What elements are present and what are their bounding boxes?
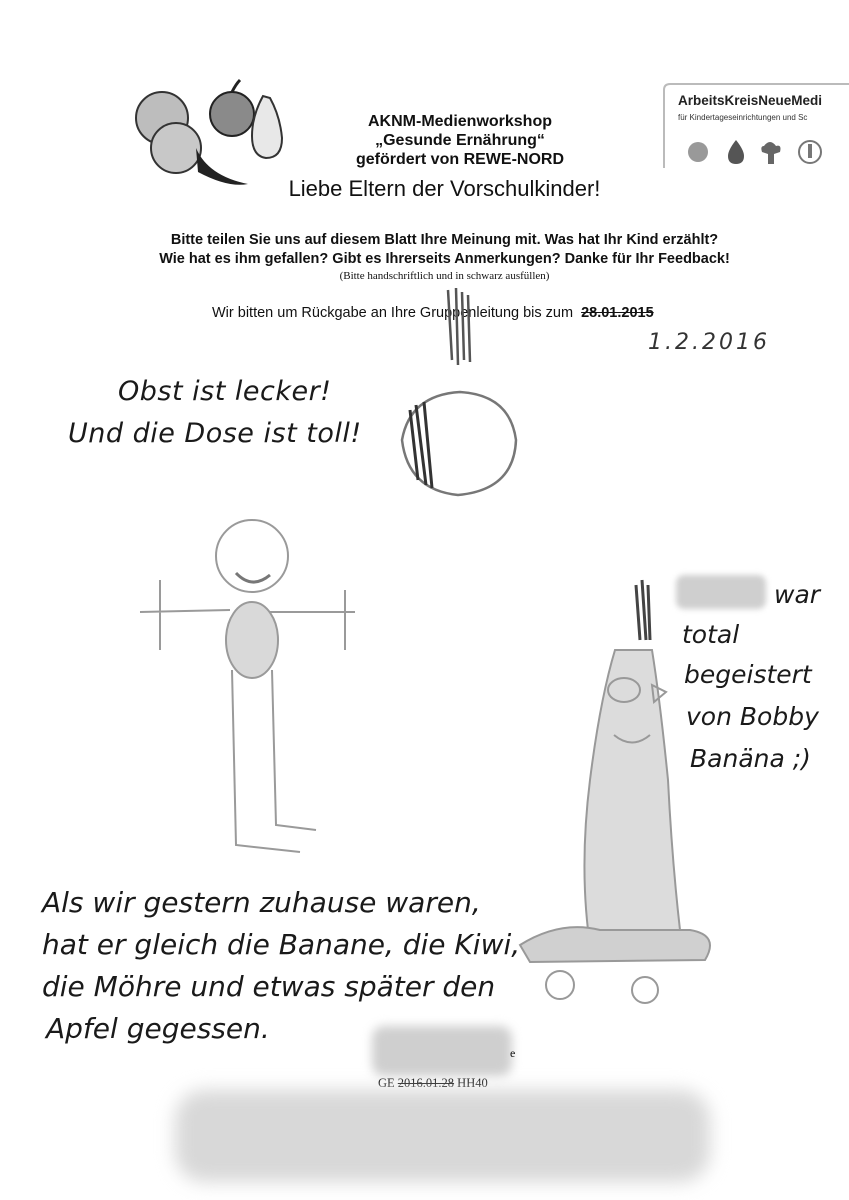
fruit-drawing (402, 288, 516, 495)
note-top-line-2: Und die Dose ist toll! (68, 418, 362, 449)
redacted-stamp-text (372, 1026, 512, 1076)
workshop-title: AKNM-Medienworkshop (368, 113, 552, 130)
stamp-suffix: HH40 (457, 1076, 488, 1090)
return-request-text: Wir bitten um Rückgabe an Ihre Gruppenleitung bis zum (212, 305, 574, 321)
note-bottom-line-3: die Möhre und etwas später den (42, 970, 496, 1003)
instruction-line-1: Bitte teilen Sie uns auf diesem Blatt Ihre Meinung mit. Was hat Ihr Kind erzählt? (170, 232, 719, 248)
instruction-line-3: (Bitte handschriftlich und in schwarz ausfüllen) (339, 270, 550, 282)
redacted-footer (175, 1090, 710, 1182)
handwritten-date: 1.2.2016 (648, 330, 770, 355)
greeting: Liebe Eltern der Vorschulkinder! (288, 176, 601, 201)
stamp-crossed-date: 2016.01.28 (397, 1076, 455, 1090)
note-right-line-1: war (774, 580, 821, 609)
note-bottom-line-1: Als wir gestern zuhause waren, (42, 886, 481, 919)
note-bottom-line-4: Apfel gegessen. (46, 1012, 270, 1045)
stamp-trailing-char: e (510, 1046, 516, 1060)
crossed-date: 28.01.2015 (581, 305, 654, 321)
sponsor-line: gefördert von REWE-NORD (356, 151, 564, 168)
aknm-logo-title: ArbeitsKreisNeueMedi (678, 93, 823, 108)
receipt-stamp (378, 1076, 488, 1091)
stamp-prefix: GE (378, 1076, 395, 1090)
note-right-line-4: von Bobby (686, 702, 819, 731)
redacted-child-name (676, 575, 766, 609)
aknm-logo-subtitle: für Kindertageseinrichtungen und Sc (678, 113, 808, 122)
note-right-line-2: total (682, 620, 740, 649)
workshop-subtitle: „Gesunde Ernährung“ (375, 132, 545, 149)
stick-figure (140, 520, 355, 852)
instruction-line-2: Wie hat es ihm gefallen? Gibt es Ihrerseits Anmerkungen? Danke für Ihr Feedback! (159, 251, 730, 267)
note-right-line-3: begeistert (684, 660, 812, 689)
note-bottom-line-2: hat er gleich die Banane, die Kiwi, (42, 928, 521, 961)
note-right-line-5: Banäna ;) (690, 744, 811, 773)
note-top-line-1: Obst ist lecker! (118, 376, 332, 407)
